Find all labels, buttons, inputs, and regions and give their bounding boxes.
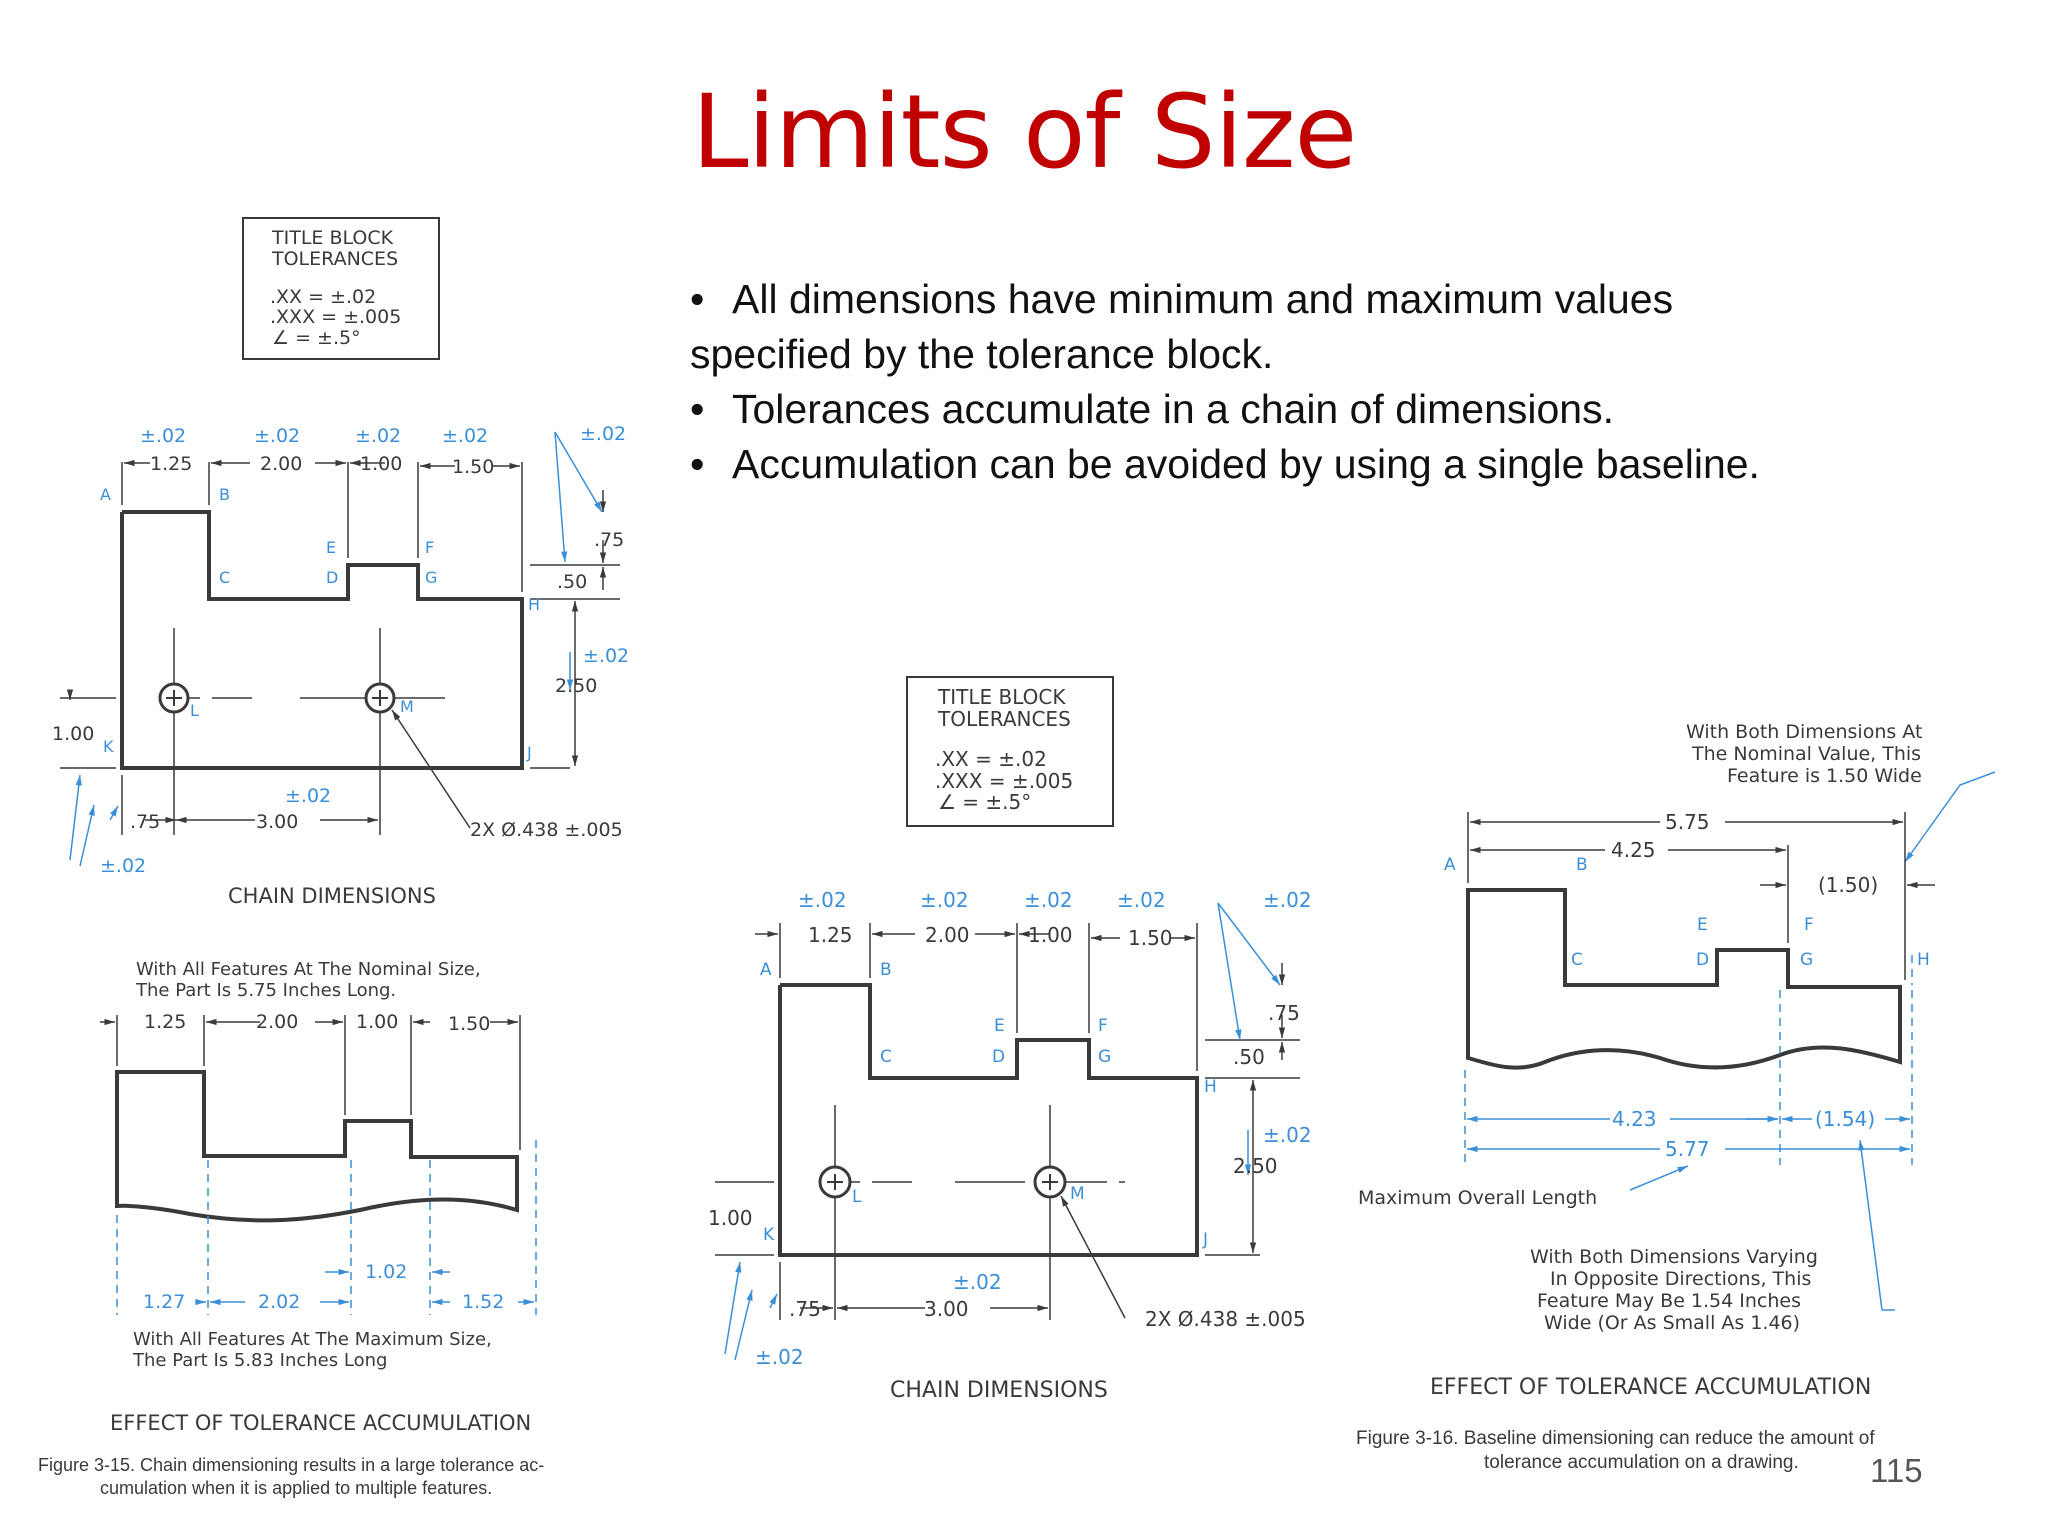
point-label: A: [100, 485, 111, 504]
note-text: Maximum Overall Length: [1358, 1187, 1598, 1209]
point-label: C: [1571, 950, 1583, 970]
part-outline: [117, 1072, 517, 1220]
bullet-text: Tolerances accumulate in a chain of dimensions.: [732, 386, 1614, 432]
point-label: J: [527, 743, 532, 762]
note-text: With Both Dimensions At: [1686, 721, 1923, 743]
point-label: B: [219, 485, 230, 504]
tol-label: ±.02: [1024, 888, 1073, 912]
figure-caption-text: cumulation when it is applied to multiple features.: [100, 1478, 493, 1498]
dim-label: 1.27: [143, 1291, 186, 1313]
bullet-text: Accumulation can be avoided by using a single baseline.: [732, 441, 1760, 487]
note-text: With All Features At The Maximum Size,: [133, 1329, 492, 1350]
dim-label: 1.52: [462, 1291, 505, 1313]
tol-label: ±.02: [1263, 888, 1312, 912]
effect-tolerance-figure-left: [38, 959, 544, 1498]
point-label: B: [1576, 855, 1588, 875]
point-label: G: [1098, 1047, 1112, 1067]
dim-label: 5.77: [1665, 1137, 1710, 1161]
bullet-icon: •: [690, 386, 705, 432]
note-text: With Both Dimensions Varying: [1530, 1246, 1818, 1268]
point-label: F: [425, 538, 435, 557]
dim-label: 1.00: [1028, 923, 1073, 947]
tol-label: ±.02: [953, 1270, 1002, 1294]
chain-dimensions-figure-1: [52, 423, 629, 908]
point-label: M: [400, 697, 414, 716]
dim-label: 1.25: [808, 923, 853, 947]
point-label: H: [528, 595, 541, 614]
bullet-icon: •: [690, 441, 705, 487]
title-block-heading: TOLERANCES: [272, 248, 399, 270]
tol-label: ±.02: [254, 425, 301, 447]
bullet-continuation: specified by the tolerance block.: [690, 331, 1274, 377]
title-block-heading: TOLERANCES: [938, 707, 1071, 731]
tolerance-xxx: .XXX = ±.005: [935, 769, 1074, 793]
tol-label: ±.02: [355, 425, 402, 447]
point-label: K: [763, 1225, 775, 1245]
dim-label: 4.25: [1611, 838, 1656, 862]
dim-label: .50: [557, 571, 588, 593]
point-label: B: [880, 960, 892, 980]
dim-label: 5.75: [1665, 810, 1710, 834]
page-number: 115: [1870, 1452, 1923, 1489]
part-outline: [1468, 890, 1900, 1068]
note-text: With All Features At The Nominal Size,: [136, 959, 481, 980]
title-block-1: [243, 218, 439, 359]
tol-label: ±.02: [1117, 888, 1166, 912]
point-label: A: [1444, 855, 1456, 875]
tol-label: ±.02: [755, 1345, 804, 1369]
note-text: The Nominal Value, This: [1692, 743, 1922, 765]
point-label: K: [103, 737, 114, 756]
tol-label: ±.02: [442, 425, 489, 447]
dim-label: 1.02: [365, 1261, 408, 1283]
figure-caption: CHAIN DIMENSIONS: [890, 1378, 1108, 1403]
dim-label: 2.02: [258, 1291, 301, 1313]
chain-dimensions-figure-2: [708, 888, 1312, 1403]
point-label: G: [1800, 950, 1814, 970]
tol-label: ±.02: [140, 425, 187, 447]
tol-label: ±.02: [285, 785, 332, 807]
dim-label: (1.54): [1815, 1107, 1876, 1131]
point-label: F: [1804, 915, 1814, 935]
tolerance-xx: .XX = ±.02: [935, 747, 1047, 771]
dim-label: .75: [789, 1297, 821, 1321]
dim-label: 1.50: [1128, 926, 1173, 950]
note-text: In Opposite Directions, This: [1550, 1268, 1812, 1290]
point-label: L: [852, 1187, 862, 1207]
bullet-text: All dimensions have minimum and maximum values: [732, 276, 1674, 322]
dim-label: 2.50: [1233, 1154, 1278, 1178]
point-label: D: [326, 568, 339, 587]
tolerance-xxx: .XXX = ±.005: [270, 306, 402, 328]
point-label: H: [1917, 950, 1930, 970]
point-label: D: [1696, 950, 1710, 970]
dim-label: 1.00: [360, 453, 403, 475]
title-block-2: [907, 677, 1113, 826]
note-text: Wide (Or As Small As 1.46): [1544, 1312, 1801, 1334]
figure-caption-text: Figure 3-16. Baseline dimensioning can reduce the amount of: [1356, 1428, 1875, 1449]
part-outline: [780, 985, 1197, 1255]
point-label: E: [326, 538, 337, 557]
part-outline: [122, 512, 522, 768]
point-label: J: [1203, 1230, 1209, 1250]
dim-label: 1.00: [52, 723, 95, 745]
dim-label: 2.00: [260, 453, 303, 475]
figure-caption-text: Figure 3-15. Chain dimensioning results in a large tolerance ac-: [38, 1455, 545, 1475]
point-label: L: [190, 701, 199, 720]
point-label: E: [994, 1016, 1005, 1036]
tolerance-xx: .XX = ±.02: [270, 286, 377, 308]
point-label: G: [425, 568, 438, 587]
dim-label: 1.00: [708, 1206, 753, 1230]
figure-caption: CHAIN DIMENSIONS: [228, 884, 436, 908]
point-label: H: [1204, 1077, 1217, 1097]
dim-label: 1.25: [150, 453, 193, 475]
tol-label: ±.02: [100, 855, 147, 877]
figure-caption-text: tolerance accumulation on a drawing.: [1484, 1452, 1799, 1473]
tol-label: ±.02: [1263, 1123, 1312, 1147]
title-block-heading: TITLE BLOCK: [272, 227, 394, 249]
tol-label: ±.02: [920, 888, 969, 912]
dim-label: 2.50: [555, 675, 598, 697]
dim-label: 2.00: [925, 923, 970, 947]
slide-title: Limits of Size: [691, 73, 1357, 192]
dim-label: (1.50): [1818, 873, 1879, 897]
dim-label: .75: [130, 811, 161, 833]
point-label: M: [1070, 1184, 1085, 1204]
hole-note: 2X Ø.438 ±.005: [1145, 1307, 1306, 1331]
dim-label: 1.00: [356, 1011, 399, 1033]
point-label: A: [760, 960, 772, 980]
point-label: C: [880, 1047, 892, 1067]
dim-label: .50: [1233, 1045, 1265, 1069]
tol-label: ±.02: [583, 645, 630, 667]
bullet-icon: •: [690, 276, 705, 322]
title-block-heading: TITLE BLOCK: [938, 685, 1066, 709]
note-text: Feature May Be 1.54 Inches: [1537, 1290, 1801, 1312]
dim-label: 2.00: [256, 1011, 299, 1033]
dim-label: 3.00: [924, 1297, 969, 1321]
note-text: The Part Is 5.75 Inches Long.: [136, 980, 397, 1001]
dim-label: 1.50: [452, 456, 495, 478]
figure-caption: EFFECT OF TOLERANCE ACCUMULATION: [1430, 1375, 1872, 1400]
effect-tolerance-figure-right: [1356, 721, 1995, 1473]
tol-label: ±.02: [580, 423, 627, 445]
point-label: F: [1098, 1016, 1108, 1036]
point-label: D: [992, 1047, 1006, 1067]
note-text: The Part Is 5.83 Inches Long: [133, 1350, 388, 1371]
dim-label: 1.25: [144, 1011, 187, 1033]
dim-label: 1.50: [448, 1013, 491, 1035]
figure-caption: EFFECT OF TOLERANCE ACCUMULATION: [110, 1411, 532, 1435]
dim-label: .75: [594, 529, 625, 551]
tolerance-angle: ∠ = ±.5°: [938, 790, 1032, 814]
dim-label: 4.23: [1612, 1107, 1657, 1131]
dim-label: .75: [1268, 1001, 1300, 1025]
tol-label: ±.02: [798, 888, 847, 912]
hole-note: 2X Ø.438 ±.005: [470, 819, 623, 841]
dim-label: 3.00: [256, 811, 299, 833]
note-text: Feature is 1.50 Wide: [1727, 765, 1922, 787]
point-label: C: [219, 568, 231, 587]
tolerance-angle: ∠ = ±.5°: [272, 327, 361, 349]
point-label: E: [1697, 915, 1708, 935]
